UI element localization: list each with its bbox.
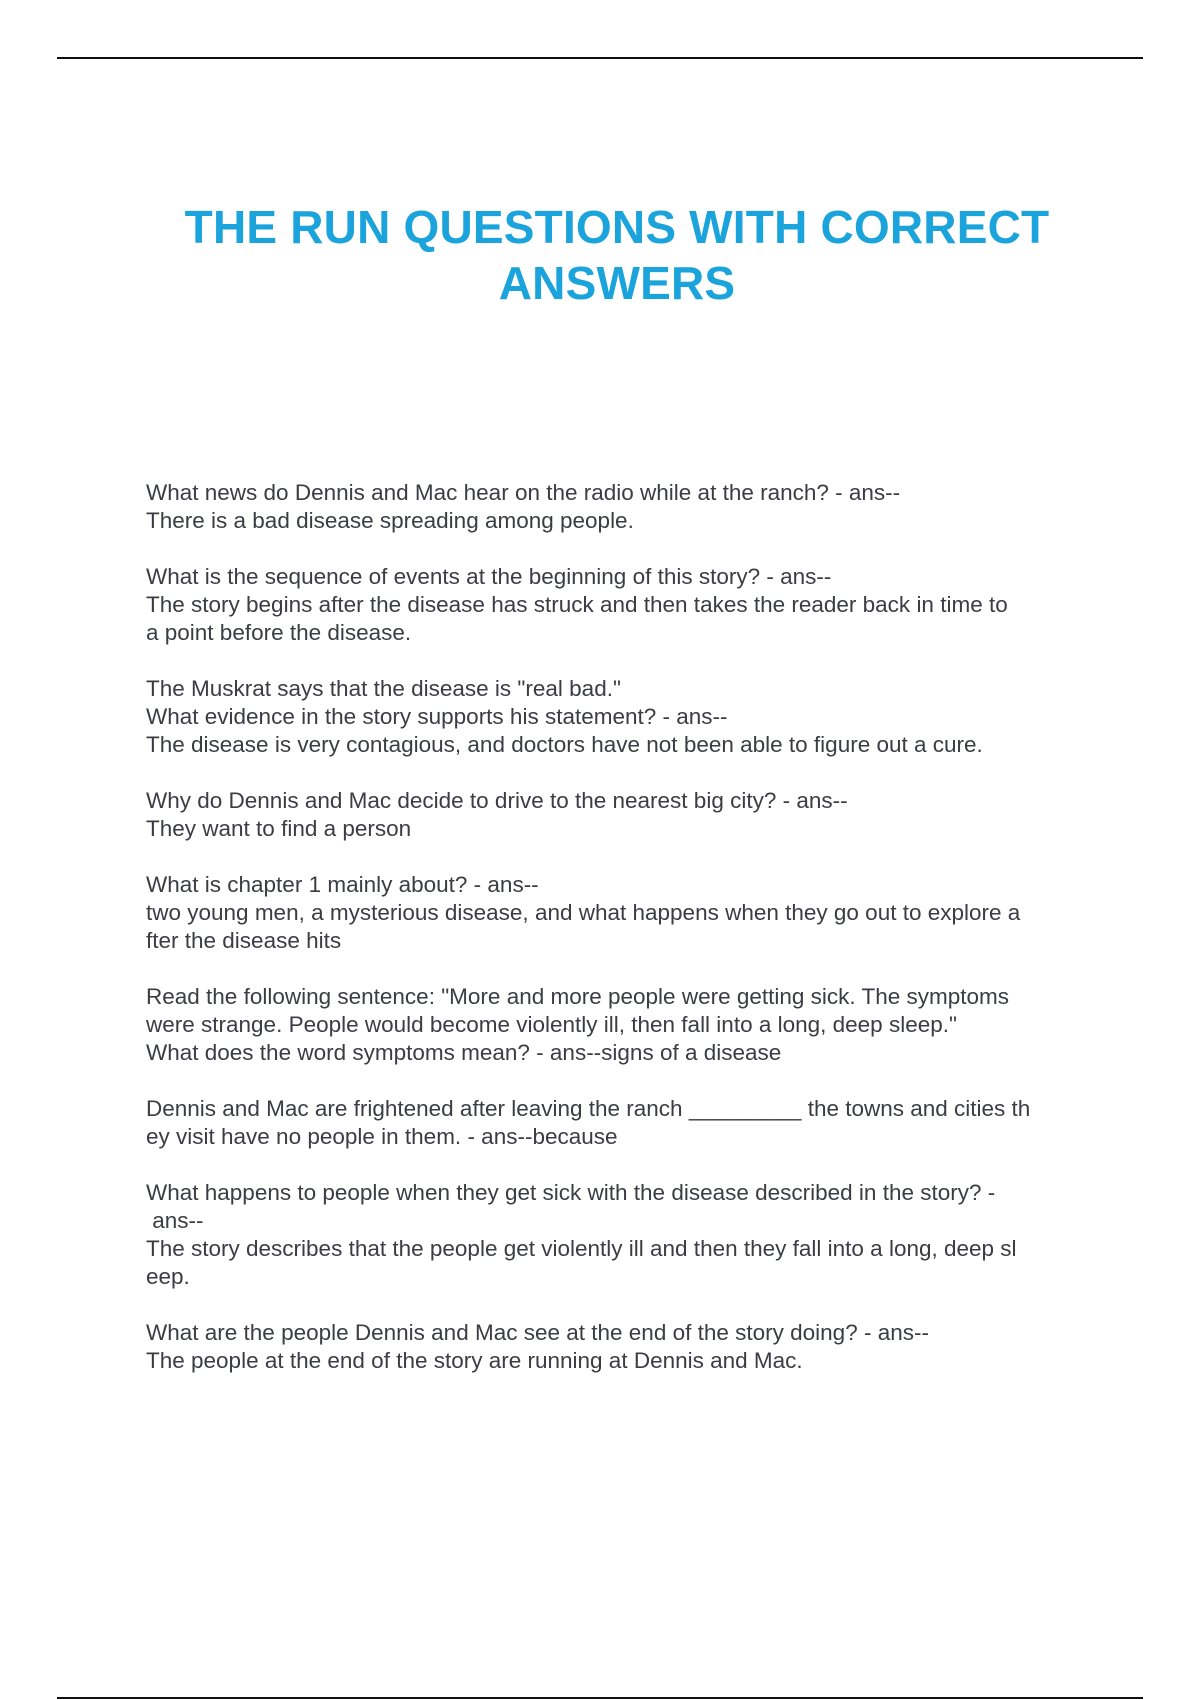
qa-text-line: Dennis and Mac are frightened after leaving the ranch _________ the towns and cities th <box>146 1096 1031 1121</box>
qa-text-line: Why do Dennis and Mac decide to drive to the nearest big city? - ans-- <box>146 788 848 813</box>
document-title: THE RUN QUESTIONS WITH CORRECT ANSWERS <box>184 201 1050 309</box>
bottom-divider <box>57 1697 1143 1699</box>
qa-text-line: What does the word symptoms mean? - ans--signs of a disease <box>146 1040 782 1065</box>
qa-item <box>146 563 1096 647</box>
qa-text-line: The story describes that the people get violently ill and then they fall into a long, deep sl <box>146 1236 1017 1261</box>
qa-text-line: What is the sequence of events at the beginning of this story? - ans-- <box>146 564 832 589</box>
qa-text-line: What evidence in the story supports his statement? - ans-- <box>146 704 728 729</box>
qa-text-line: What news do Dennis and Mac hear on the radio while at the ranch? - ans-- <box>146 480 901 505</box>
qa-item <box>146 1319 1096 1375</box>
qa-text-line: eep. <box>146 1264 190 1289</box>
qa-item <box>146 1179 1096 1291</box>
qa-item <box>146 675 1096 759</box>
qa-text-line: ans-- <box>146 1208 204 1233</box>
qa-text-line: The story begins after the disease has struck and then takes the reader back in time to <box>146 592 1008 617</box>
qa-text-line: There is a bad disease spreading among people. <box>146 508 634 533</box>
qa-item <box>146 1095 1096 1151</box>
qa-text-line: The people at the end of the story are running at Dennis and Mac. <box>146 1348 803 1373</box>
qa-item <box>146 983 1096 1067</box>
qa-item <box>146 871 1096 955</box>
top-divider <box>57 57 1143 59</box>
qa-item <box>146 479 1096 535</box>
qa-text-line: Read the following sentence: "More and more people were getting sick. The symptoms <box>146 984 1010 1009</box>
question-answer-list <box>146 479 1096 1403</box>
qa-text-line: They want to find a person <box>146 816 412 841</box>
qa-text-line: What are the people Dennis and Mac see at the end of the story doing? - ans-- <box>146 1320 929 1345</box>
qa-text-line: ey visit have no people in them. - ans--because <box>146 1124 618 1149</box>
qa-item <box>146 787 1096 843</box>
qa-text-line: What happens to people when they get sick with the disease described in the story? - <box>146 1180 996 1205</box>
qa-text-line: fter the disease hits <box>146 928 342 953</box>
qa-text-line: What is chapter 1 mainly about? - ans-- <box>146 872 539 897</box>
qa-text-line: were strange. People would become violently ill, then fall into a long, deep sleep." <box>146 1012 957 1037</box>
qa-text-line: The Muskrat says that the disease is "real bad." <box>146 676 621 701</box>
qa-text-line: The disease is very contagious, and doctors have not been able to figure out a cure. <box>146 732 983 757</box>
qa-text-line: two young men, a mysterious disease, and what happens when they go out to explore a <box>146 900 1021 925</box>
qa-text-line: a point before the disease. <box>146 620 412 645</box>
